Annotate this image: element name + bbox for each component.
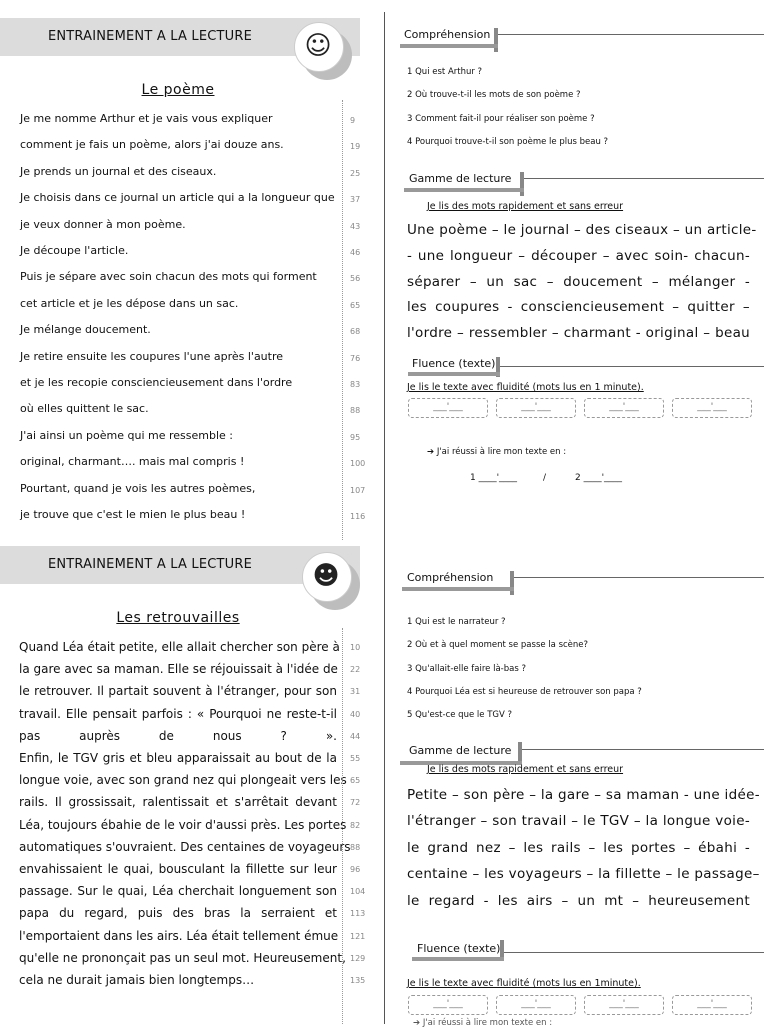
- question: 1 Qui est le narrateur ?: [407, 617, 506, 627]
- question: 1 Qui est Arthur ?: [407, 67, 483, 77]
- word-line: le regard - les airs – un mt – heureusement: [407, 892, 750, 909]
- word-count: 116: [350, 512, 366, 521]
- text-line: Enfin, le TGV gris et bleu apparaissait au bout de la: [19, 751, 337, 765]
- text-line: Je me nomme Arthur et je vais vous expliquer: [20, 112, 273, 125]
- time-box[interactable]: ___'___: [496, 398, 576, 418]
- text-line: qu'elle ne prononçait pas un seul mot. Heureusement,: [19, 950, 346, 965]
- banner-title: ENTRAINEMENT A LA LECTURE: [47, 29, 253, 44]
- text-line: cet article et je les dépose dans un sac.: [20, 296, 239, 310]
- line-count-rule: [342, 100, 343, 540]
- text-line: passage. Sur le quai, Léa cherchait longuement son: [19, 884, 337, 899]
- text-line: Je choisis dans ce journal un article qui a la longueur que: [20, 191, 335, 205]
- text-line: l'emportaient dans les airs. Léa était tellement émue: [19, 928, 339, 943]
- word-count: 88: [350, 842, 361, 852]
- word-count: 31: [350, 687, 361, 697]
- time-box[interactable]: ___'___: [672, 995, 752, 1015]
- word-count: 72: [350, 798, 361, 808]
- fluence-title: Fluence (texte): [417, 942, 501, 955]
- fluence-subtitle: Je lis le texte avec fluidité (mots lus en 1minute).: [407, 978, 641, 989]
- word-line: l'ordre – ressembler – charmant - original – beau: [407, 325, 750, 342]
- word-line: séparer – un sac – doucement – mélanger -: [407, 273, 750, 290]
- gamme-subtitle: Je lis des mots rapidement et sans erreur: [427, 201, 624, 212]
- score-separator: /: [543, 473, 547, 483]
- word-line: le grand nez – les rails – les portes – ébahi -: [407, 839, 750, 856]
- text-line: comment je fais un poème, alors j'ai douze ans.: [20, 138, 284, 152]
- word-line: Petite – son père – la gare – sa maman - une idée-: [407, 787, 760, 803]
- story-title: Les retrouvailles: [116, 610, 240, 626]
- question: 2 Où trouve-t-il les mots de son poème ?: [407, 90, 581, 101]
- text-line: rails. Il grossissait, ralentissait et s'arrêtait devant: [19, 795, 337, 810]
- text-line: je trouve que c'est le mien le plus beau !: [20, 508, 246, 521]
- word-line: Une poème – le journal – des ciseaux – un article-: [407, 222, 757, 238]
- word-count: 96: [350, 865, 361, 874]
- text-line: original, charmant…. mais mal compris !: [20, 455, 245, 469]
- text-line: le retrouver. Il partait souvent à l'étranger, pour son: [19, 684, 337, 699]
- word-count: 43: [350, 221, 361, 231]
- banner-title: ENTRAINEMENT A LA LECTURE: [47, 557, 253, 572]
- text-line: longue voie, avec son grand nez qui plongeait vers les: [19, 773, 347, 788]
- word-count: 121: [350, 931, 366, 941]
- column-divider: [384, 12, 385, 1024]
- text-line: travail. Elle pensait parfois : « Pourquoi ne reste-t-il: [19, 706, 337, 721]
- time-box[interactable]: ___'___: [408, 995, 488, 1015]
- question: 4 Pourquoi Léa est si heureuse de retrouver son papa ?: [407, 686, 642, 697]
- text-line: papa du regard, puis des bras la serraient et: [19, 906, 337, 921]
- text-line: cela ne durait jamais bien longtemps…: [19, 973, 255, 987]
- text-line: Je prends un journal et des ciseaux.: [20, 164, 217, 178]
- text-line: je veux donner à mon poème.: [20, 217, 186, 231]
- score-2[interactable]: 2 ____'____: [575, 473, 623, 483]
- fluence-title: Fluence (texte): [412, 357, 496, 370]
- word-count: 68: [350, 327, 361, 337]
- comprehension-title: Compréhension: [407, 571, 494, 584]
- text-line: Léa, toujours ébahie de le voir d'aussi près. Les portes: [19, 817, 347, 832]
- word-count: 37: [350, 195, 361, 205]
- word-count: 10: [350, 643, 361, 652]
- gamme-title: Gamme de lecture: [409, 172, 512, 185]
- text-line: où elles quittent le sac.: [20, 402, 149, 416]
- text-line: la gare avec sa maman. Elle se réjouissait à l'idée de: [19, 662, 338, 677]
- story-title: Le poème: [141, 82, 215, 98]
- word-count: 129: [350, 953, 366, 963]
- word-count: 83: [350, 380, 361, 389]
- question: 4 Pourquoi trouve-t-il son poème le plus beau ?: [407, 136, 609, 147]
- word-count: 44: [350, 731, 361, 741]
- word-count: 9: [350, 116, 356, 125]
- word-line: les coupures - consciencieusement – quitter –: [407, 299, 750, 316]
- gamme-title: Gamme de lecture: [409, 744, 512, 757]
- line-count-rule: [342, 628, 343, 1024]
- word-count: 113: [350, 909, 366, 919]
- question: 5 Qu'est-ce que le TGV ?: [407, 710, 513, 721]
- text-line: J'ai ainsi un poème qui me ressemble :: [20, 428, 234, 442]
- question: 3 Qu'allait-elle faire là-bas ?: [407, 663, 526, 674]
- word-count: 135: [350, 976, 366, 985]
- score-1[interactable]: 1 ____'____: [470, 473, 518, 483]
- word-count: 76: [350, 353, 361, 363]
- girl-face-icon: ☻: [302, 552, 356, 606]
- question: 3 Comment fait-il pour réaliser son poème ?: [407, 113, 595, 124]
- word-count: 104: [350, 887, 366, 897]
- time-box[interactable]: ___'___: [496, 995, 576, 1015]
- word-count: 65: [350, 300, 361, 310]
- gamme-subtitle: Je lis des mots rapidement et sans erreur: [427, 764, 624, 775]
- boy-face-icon: ☺: [294, 22, 348, 76]
- word-count: 46: [350, 248, 361, 257]
- time-box[interactable]: ___'___: [584, 398, 664, 418]
- text-line: Je découpe l'article.: [20, 244, 129, 257]
- word-count: 56: [350, 274, 361, 284]
- word-count: 95: [350, 432, 361, 442]
- word-line: centaine – les voyageurs – la fillette – le passage–: [407, 866, 760, 883]
- word-count: 100: [350, 459, 366, 469]
- text-line: Puis je sépare avec soin chacun des mots qui forment: [20, 270, 317, 284]
- word-count: 65: [350, 776, 361, 786]
- word-count: 22: [350, 665, 361, 675]
- word-count: 55: [350, 754, 361, 763]
- fluence-subtitle: Je lis le texte avec fluidité (mots lus en 1 minute).: [407, 382, 644, 393]
- time-box[interactable]: ___'___: [408, 398, 488, 418]
- word-line: - une longueur – découper – avec soin- chacun-: [407, 247, 750, 264]
- reussi-label: ➔ J'ai réussi à lire mon texte en :: [413, 1018, 553, 1028]
- text-line: Pourtant, quand je vois les autres poèmes,: [20, 481, 256, 495]
- word-count: 88: [350, 406, 361, 416]
- text-line: pas auprès de nous ? ».: [19, 728, 337, 743]
- comprehension-title: Compréhension: [404, 28, 491, 41]
- text-line: envahissaient le quai, bousculant la fillette sur leur: [19, 862, 337, 876]
- word-count: 107: [350, 485, 366, 495]
- text-line: Je retire ensuite les coupures l'une après l'autre: [20, 349, 284, 363]
- text-line: Quand Léa était petite, elle allait chercher son père à: [19, 640, 340, 654]
- text-line: et je les recopie consciencieusement dans l'ordre: [20, 376, 293, 389]
- text-line: automatiques s'ouvraient. Des centaines de voyageurs: [19, 839, 351, 854]
- word-count: 82: [350, 820, 361, 830]
- word-count: 40: [350, 709, 361, 719]
- word-line: l'étranger – son travail – le TGV – la longue voie-: [407, 813, 750, 830]
- word-count: 19: [350, 142, 361, 152]
- reussi-label: ➔ J'ai réussi à lire mon texte en :: [427, 447, 567, 457]
- time-box[interactable]: ___'___: [672, 398, 752, 418]
- question: 2 Où et à quel moment se passe la scène?: [407, 640, 589, 651]
- word-count: 25: [350, 168, 361, 178]
- time-box[interactable]: ___'___: [584, 995, 664, 1015]
- text-line: Je mélange doucement.: [20, 323, 151, 337]
